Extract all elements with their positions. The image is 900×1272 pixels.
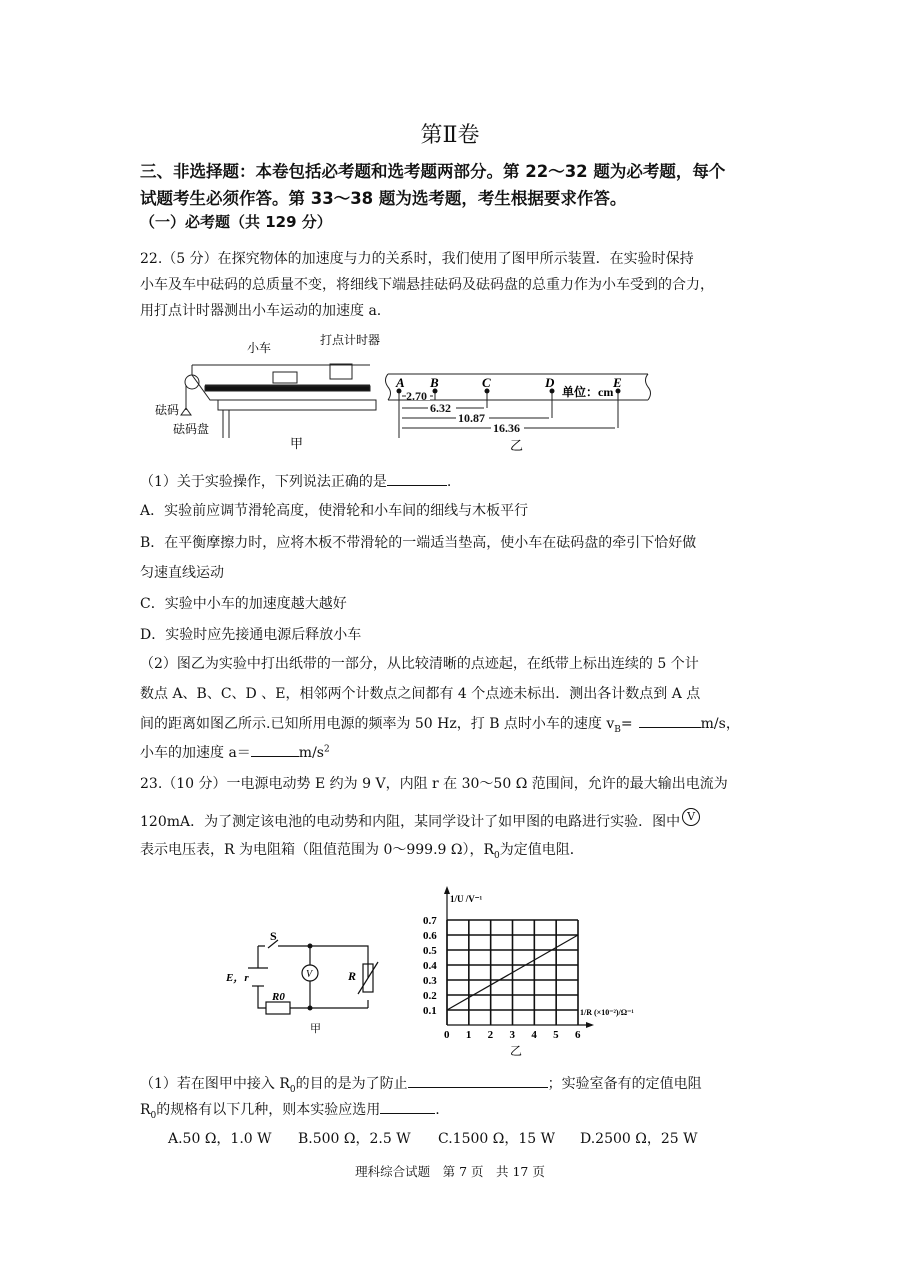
subscript: 0 — [150, 1110, 157, 1121]
answer-blank[interactable] — [387, 471, 447, 486]
superscript: 2 — [323, 744, 330, 755]
cart-label: 小车 — [247, 341, 272, 355]
q23-line — [140, 839, 584, 861]
pan-label: 砝码盘 — [173, 422, 210, 436]
x-tick-label: 5 — [553, 1029, 559, 1041]
part-title: 第Ⅱ卷 — [420, 123, 480, 148]
answer-blank[interactable] — [408, 1073, 548, 1088]
q22-figure — [130, 330, 660, 460]
cart-shape — [273, 372, 297, 383]
q22-part1-text: （1）关于实验操作，下列说法正确的是 — [140, 474, 387, 490]
distance-label: 16.36 — [493, 421, 520, 435]
text: 的目的是为了防止 — [295, 1076, 408, 1092]
section-subtitle: （一）必考题（共 129 分） — [140, 213, 332, 231]
x-tick-label: 1 — [465, 1029, 472, 1041]
text: 间的距离如图乙所示.已知所用电源的频率为 50 Hz，打 B 点时小车的速度 v — [140, 716, 615, 732]
q22-line: 22.（5 分）在探究物体的加速度与力的关系时，我们使用了图甲所示装置．在实验时保持 — [140, 251, 694, 267]
text: = — [620, 716, 633, 732]
q22-part2: （2）图乙为实验中打出纸带的一部分，从比较清晰的点迹起，在纸带上标出连续的 5 个计 — [140, 656, 699, 672]
period: . — [446, 474, 452, 490]
subscript: 0 — [494, 850, 500, 861]
x-axis-label: 1/R (×10⁻²)/Ω⁻¹ — [580, 1008, 634, 1017]
text: R — [140, 1102, 151, 1118]
apparatus-diagram — [181, 364, 376, 438]
option-b-cont: 匀速直线运动 — [140, 565, 224, 581]
text: 120mA．为了测定该电池的电动势和内阻，某同学设计了如甲图的电路进行实验．图中 — [140, 814, 681, 830]
answer-blank[interactable] — [251, 742, 299, 757]
y-tick-label: 0.4 — [423, 960, 437, 972]
q22-part2 — [140, 742, 330, 762]
x-tick-label: 3 — [509, 1029, 515, 1041]
q23-line — [140, 808, 700, 831]
fig-jia-caption: 甲 — [290, 436, 304, 451]
section-intro-1: 三、非选择题：本卷包括必考题和选考题两部分。第 22～32 题为必考题，每个 — [140, 162, 726, 181]
page-footer: 理科综合试题 第 7 页 共 17 页 — [355, 1164, 545, 1179]
text: 的规格有以下几种，则本实验应选用 — [156, 1102, 381, 1118]
point-label: D — [545, 375, 555, 390]
r0-option-d: D.2500 Ω，25 W — [580, 1131, 698, 1147]
option-d: D．实验时应先接通电源后释放小车 — [140, 627, 362, 643]
point-label: E — [613, 375, 622, 390]
rbox-label: R — [348, 969, 357, 983]
y-axis-label: 1/U /V⁻¹ — [450, 894, 483, 904]
subscript: 0 — [289, 1084, 296, 1095]
option-a: A．实验前应调节滑轮高度，使滑轮和小车间的细线与木板平行 — [140, 503, 529, 519]
r0-option-a: A.50 Ω，1.0 W — [168, 1131, 272, 1147]
y-tick-label: 0.3 — [423, 975, 437, 987]
point-label: B — [430, 375, 439, 390]
section-intro-2: 试题考生必须作答。第 33～38 题为选考题，考生根据要求作答。 — [140, 189, 627, 208]
distance-label: 2.70 — [406, 389, 427, 403]
text: ；实验室备有的定值电阻 — [547, 1076, 702, 1092]
timer-label: 打点计时器 — [320, 333, 381, 347]
answer-blank[interactable] — [639, 713, 701, 728]
text: 小车的加速度 a＝ — [140, 745, 251, 761]
source-label: E，r — [226, 972, 249, 984]
unit: m/s， — [700, 716, 740, 732]
subscript: B — [614, 724, 621, 735]
y-tick-label: 0.5 — [423, 945, 437, 957]
q22-line: 小车及车中砝码的总质量不变，将细线下端悬挂砝码及砝码盘的总重力作为小车受到的合力， — [140, 277, 714, 293]
resistor-r0 — [266, 1002, 290, 1014]
x-tick-label: 4 — [531, 1029, 537, 1041]
r0-option-b: B.500 Ω，2.5 W — [298, 1131, 411, 1147]
q22-part2: 数点 A、B、C、D 、E，相邻两个计数点之间都有 4 个点迹未标出．测出各计数点到 A 点 — [140, 686, 701, 702]
fig-jia-caption: 甲 — [310, 1023, 321, 1035]
option-b: B．在平衡摩擦力时，应将木板不带滑轮的一端适当垫高，使小车在砝码盘的牵引下恰好做 — [140, 535, 697, 551]
circuit-diagram — [220, 880, 420, 1060]
y-tick-label: 0.7 — [423, 915, 437, 927]
answer-blank[interactable] — [380, 1099, 435, 1114]
chart-1u-vs-1r — [400, 880, 660, 1060]
point-label: A — [396, 375, 405, 390]
voltmeter-icon: V — [682, 808, 700, 826]
x-tick-label: 0 — [444, 1029, 450, 1041]
x-tick-label: 6 — [575, 1029, 581, 1041]
text: （1）若在图甲中接入 R — [140, 1076, 290, 1092]
distance-label: 10.87 — [458, 411, 485, 425]
voltmeter-label: V — [306, 969, 313, 980]
q23-line: 23.（10 分）一电源电动势 E 约为 9 V，内阻 r 在 30～50 Ω 范围间，允许的最大输出电流为 — [140, 776, 728, 792]
q22-part1 — [140, 471, 451, 491]
period: . — [435, 1102, 440, 1118]
q22-part2 — [140, 713, 740, 735]
axis-arrows — [444, 886, 594, 1028]
weight-label: 砝码 — [155, 403, 180, 417]
x-tick-label: 2 — [487, 1029, 494, 1041]
q23-part1 — [140, 1099, 440, 1121]
distance-label: 6.32 — [430, 401, 451, 415]
r0-option-c: C.1500 Ω，15 W — [438, 1131, 556, 1147]
fig-yi-caption: 乙 — [510, 438, 524, 453]
y-tick-label: 0.6 — [423, 930, 437, 942]
q22-line: 用打点计时器测出小车运动的加速度 a. — [140, 303, 382, 319]
option-c: C．实验中小车的加速度越大越好 — [140, 596, 347, 612]
switch-label: S — [270, 929, 277, 943]
q23-part1 — [140, 1073, 702, 1095]
text: 表示电压表，R 为电阻箱（阻值范围为 0～999.9 Ω），R — [140, 842, 495, 858]
unit: m/s — [298, 745, 324, 761]
point-label: C — [482, 375, 491, 390]
r0-label: R0 — [272, 991, 285, 1003]
y-tick-label: 0.2 — [423, 990, 437, 1002]
y-tick-label: 0.1 — [423, 1005, 437, 1017]
unit-label: 单位：cm — [562, 385, 614, 399]
chart-caption: 乙 — [510, 1044, 523, 1058]
text: 为定值电阻． — [499, 842, 584, 858]
